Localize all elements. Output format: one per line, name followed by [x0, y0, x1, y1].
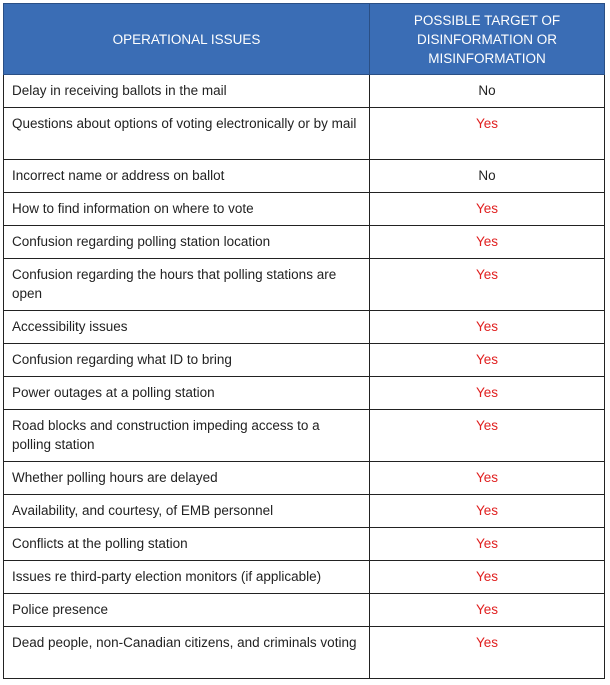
issue-cell: Issues re third-party election monitors (if applicable) [4, 561, 370, 594]
issue-cell: Power outages at a polling station [4, 377, 370, 410]
table-row [4, 193, 605, 226]
issue-cell: Conflicts at the polling station [4, 528, 370, 561]
target-cell: Yes [370, 259, 605, 311]
table-row [4, 377, 605, 410]
header-row [4, 4, 605, 75]
target-cell: Yes [370, 311, 605, 344]
table-row [4, 462, 605, 495]
target-cell: Yes [370, 410, 605, 462]
issue-cell: Confusion regarding the hours that polling stations are open [4, 259, 370, 311]
issue-cell: Availability, and courtesy, of EMB personnel [4, 495, 370, 528]
target-cell: Yes [370, 528, 605, 561]
target-cell: Yes [370, 344, 605, 377]
table-row [4, 160, 605, 193]
table-row [4, 495, 605, 528]
target-cell: Yes [370, 108, 605, 160]
target-cell: Yes [370, 377, 605, 410]
target-cell: Yes [370, 462, 605, 495]
target-cell: Yes [370, 193, 605, 226]
table-row [4, 561, 605, 594]
table-row [4, 528, 605, 561]
issue-cell: Incorrect name or address on ballot [4, 160, 370, 193]
header-possible-target: POSSIBLE TARGET OF DISINFORMATION OR MISINFORMATION [370, 4, 605, 75]
header-operational-issues: OPERATIONAL ISSUES [4, 4, 370, 75]
target-cell: Yes [370, 561, 605, 594]
table-row [4, 226, 605, 259]
target-cell: Yes [370, 495, 605, 528]
table-row [4, 108, 605, 160]
table-row [4, 259, 605, 311]
target-cell: No [370, 160, 605, 193]
table-row [4, 410, 605, 462]
issue-cell: Whether polling hours are delayed [4, 462, 370, 495]
target-cell: Yes [370, 594, 605, 627]
issue-cell: Confusion regarding polling station location [4, 226, 370, 259]
issue-cell: Police presence [4, 594, 370, 627]
table-row [4, 627, 605, 679]
target-cell: Yes [370, 627, 605, 679]
issue-cell: How to find information on where to vote [4, 193, 370, 226]
table-row [4, 75, 605, 108]
issue-cell: Confusion regarding what ID to bring [4, 344, 370, 377]
target-cell: Yes [370, 226, 605, 259]
issues-table [3, 3, 605, 679]
issue-cell: Questions about options of voting electronically or by mail [4, 108, 370, 160]
issue-cell: Dead people, non-Canadian citizens, and criminals voting [4, 627, 370, 679]
table-row [4, 594, 605, 627]
target-cell: No [370, 75, 605, 108]
table-row [4, 311, 605, 344]
table-row [4, 344, 605, 377]
issue-cell: Road blocks and construction impeding access to a polling station [4, 410, 370, 462]
issue-cell: Delay in receiving ballots in the mail [4, 75, 370, 108]
issue-cell: Accessibility issues [4, 311, 370, 344]
